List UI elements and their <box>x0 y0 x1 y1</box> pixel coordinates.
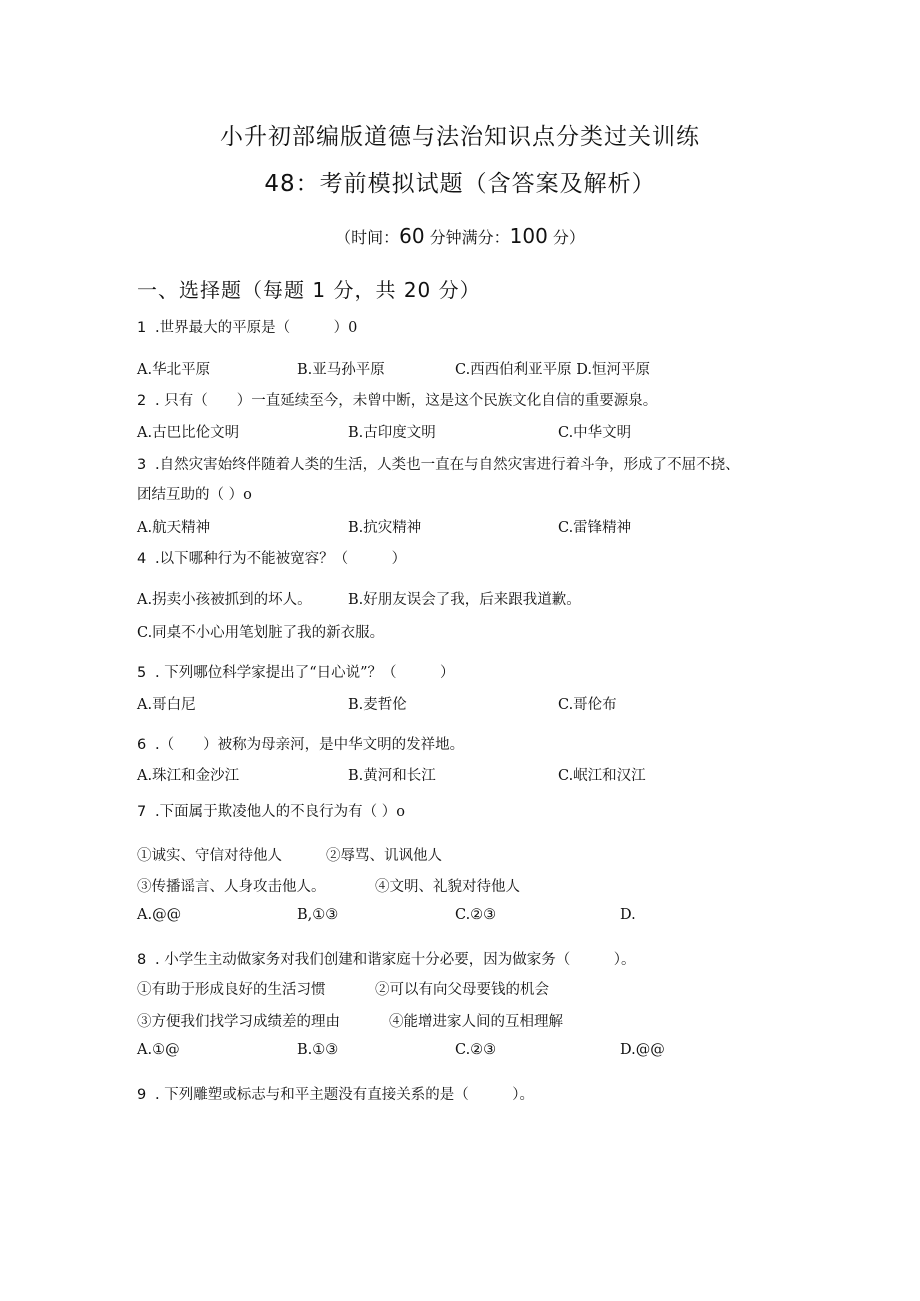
q2-option-b: B.古印度文明 <box>348 425 436 441</box>
q7-statement-3: ③传播谣言、人身攻击他人。 <box>137 879 326 895</box>
q7-statement-1: ①诚实、守信对待他人 <box>137 848 282 864</box>
q3-option-c: C.雷锋精神 <box>558 520 632 536</box>
q7-option-c: C.②③ <box>455 907 497 923</box>
question-3: 3 .自然灾害始终伴随着人类的生活，人类也一直在与自然灾害进行着斗争，形成了不屈不挠、 <box>137 457 740 473</box>
q4-option-b: B.好朋友误会了我，后来跟我道歉。 <box>348 592 581 608</box>
q2-option-c: C.中华文明 <box>558 425 632 441</box>
q7-option-b: B,①③ <box>297 907 339 923</box>
q8-statement-1: ①有助于形成良好的生活习惯 <box>137 982 326 998</box>
question-2: 2 . 只有（ ）一直延续至今，未曾中断，这是这个民族文化自信的重要源泉。 <box>137 393 658 409</box>
q6-option-c: C.岷江和汉江 <box>558 768 646 784</box>
q4-option-a: A.拐卖小孩被抓到的坏人。 <box>137 592 312 608</box>
q8-statement-2: ②可以有向父母要钱的机会 <box>375 982 549 998</box>
question-1: 1 .世界最大的平原是（ ）0 <box>137 320 358 336</box>
q6-option-b: B.黄河和长江 <box>348 768 436 784</box>
q3-option-b: B.抗灾精神 <box>348 520 422 536</box>
q1-option-a: A.华北平原 <box>137 362 211 378</box>
question-3-cont: 团结互助的（ ）o <box>137 487 252 503</box>
q8-option-b: B.①③ <box>297 1042 339 1058</box>
q7-statement-2: ②辱骂、讥讽他人 <box>326 848 442 864</box>
q7-option-d: D. <box>620 907 636 923</box>
time-and-score: （时间：60 分钟满分：100 分） <box>335 224 585 248</box>
q2-option-a: A.古巴比伦文明 <box>137 425 240 441</box>
q1-option-c: C.西西伯利亚平原 D.恒河平原 <box>455 362 651 378</box>
section-heading: 一、选择题（每题 1 分，共 20 分） <box>137 278 481 302</box>
q7-option-a: A.@@ <box>137 907 182 923</box>
q8-option-c: C.②③ <box>455 1042 497 1058</box>
question-9: 9 . 下列雕塑或标志与和平主题没有直接关系的是（ ）。 <box>137 1087 534 1103</box>
question-4: 4 .以下哪种行为不能被宽容？（ ） <box>137 551 407 567</box>
q8-statement-4: ④能增进家人间的互相理解 <box>389 1014 563 1030</box>
q8-option-a: A.①@ <box>137 1042 180 1058</box>
q8-statement-3: ③方便我们找学习成绩差的理由 <box>137 1014 340 1030</box>
q5-option-a: A.哥白尼 <box>137 697 196 713</box>
q6-option-a: A.珠江和金沙江 <box>137 768 240 784</box>
question-8: 8 . 小学生主动做家务对我们创建和谐家庭十分必要，因为做家务（ ）。 <box>137 952 636 968</box>
q3-option-a: A.航天精神 <box>137 520 211 536</box>
q1-option-b: B.亚马孙平原 <box>297 362 385 378</box>
page-title: 小升初部编版道德与法治知识点分类过关训练 <box>220 124 700 150</box>
question-5: 5 . 下列哪位科学家提出了“日心说”？（ ） <box>137 665 455 681</box>
q5-option-c: C.哥伦布 <box>558 697 617 713</box>
page-subtitle: 48：考前模拟试题（含答案及解析） <box>264 171 656 197</box>
q7-statement-4: ④文明、礼貌对待他人 <box>375 879 520 895</box>
q4-option-c: C.同桌不小心用笔划脏了我的新衣服。 <box>137 625 385 641</box>
q5-option-b: B.麦哲伦 <box>348 697 407 713</box>
q8-option-d: D.@@ <box>620 1042 665 1058</box>
question-7: 7 .下面属于欺凌他人的不良行为有（ ）o <box>137 804 405 820</box>
question-6: 6 .（ ）被称为母亲河，是中华文明的发祥地。 <box>137 737 465 753</box>
